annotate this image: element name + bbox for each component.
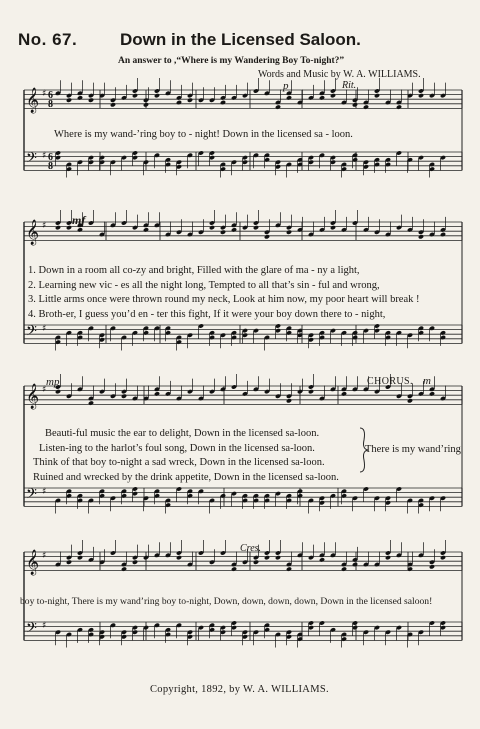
note-head [231, 566, 237, 571]
note-head [77, 227, 83, 232]
note-head [286, 95, 292, 100]
time-signature-bottom: 8 [48, 161, 53, 172]
note-head [352, 562, 358, 567]
note-head [220, 100, 226, 105]
note-head [154, 93, 160, 98]
note-head [176, 555, 182, 560]
dynamic-mezzo-forte: mf [72, 213, 86, 227]
sharp-icon: ♯ [42, 385, 47, 395]
bass-clef-icon: 𝄢 [26, 486, 37, 506]
note-head [264, 234, 270, 239]
chorus-dynamic: m [423, 375, 431, 387]
note-head [110, 102, 116, 107]
dynamic-piano: p [283, 80, 289, 92]
bass-clef-icon: 𝄢 [26, 323, 37, 343]
note-head [55, 225, 61, 230]
note-head [143, 227, 149, 232]
note-head [363, 104, 369, 109]
verse-line-4: 4. Broth-er, I guess you’d en - ter this fight, If it were your boy down there to - night, [28, 309, 386, 320]
treble-clef-icon: 𝄞 [26, 88, 40, 113]
note-head [308, 389, 314, 394]
note-head [132, 93, 138, 98]
note-head [209, 225, 215, 230]
chorus-verse-1: Beauti-ful music the ear to delight, Down in the licensed sa-loon. [45, 428, 320, 439]
note-head [407, 398, 413, 403]
copyright-notice: Copyright, 1892, by W. A. WILLIAMS. [150, 684, 329, 695]
note-head [396, 104, 402, 109]
note-head [253, 560, 259, 565]
note-head [88, 98, 94, 103]
verse-line-1: 1. Down in a room all co-zy and bright, Filled with the glare of ma - ny a light, [28, 265, 360, 276]
note-head [121, 394, 127, 399]
note-head [220, 230, 226, 235]
note-head [429, 391, 435, 396]
note-head [132, 560, 138, 565]
hymn-number: No. 67. [18, 30, 78, 49]
sharp-icon: ♯ [42, 89, 47, 99]
sharp-icon: ♯ [42, 151, 47, 161]
treble-clef-icon: 𝄞 [26, 220, 40, 245]
time-signature-top: 6 [48, 152, 53, 163]
note-head [77, 95, 83, 100]
note-head [286, 566, 292, 571]
note-head [143, 102, 149, 107]
note-head [429, 564, 435, 569]
chorus-verse-2: Listen-ing to the harlot’s foul song, Down in the licensed sa-loon. [39, 443, 315, 454]
note-head [275, 555, 281, 560]
hymn-subtitle: An answer to ,“Where is my Wandering Boy To-night?” [118, 56, 345, 66]
note-head [286, 230, 292, 235]
treble-clef-icon: 𝄞 [26, 550, 40, 575]
note-head [341, 566, 347, 571]
chorus-verse-3: Think of that boy to-night a sad wreck, Down in the licensed sa-loon. [33, 457, 325, 468]
dynamic-mezzo-piano: mp [46, 376, 60, 388]
note-head [440, 555, 446, 560]
sharp-icon: ♯ [42, 551, 47, 561]
note-head [330, 225, 336, 230]
sharp-icon: ♯ [42, 621, 47, 631]
note-head [253, 225, 259, 230]
note-head [121, 566, 127, 571]
bass-clef-icon: 𝄢 [26, 150, 37, 170]
treble-clef-icon: 𝄞 [26, 384, 40, 409]
note-head [176, 100, 182, 105]
time-signature-bottom: 8 [48, 99, 53, 110]
verse-line-2: 2. Learning new vic - es all the night long, Tempted to all that’s sin - ful and wrong, [28, 280, 380, 291]
note-head [374, 93, 380, 98]
time-signature-top: 6 [48, 90, 53, 101]
note-head [88, 400, 94, 405]
note-head [55, 389, 61, 394]
note-head [154, 391, 160, 396]
composer-credit: Words and Music by W. A. WILLIAMS. [258, 69, 421, 80]
note-head [418, 93, 424, 98]
crescendo-mark: Cres. [240, 543, 262, 554]
bass-clef-icon: 𝄢 [26, 620, 37, 640]
note-head [77, 555, 83, 560]
sharp-icon: ♯ [42, 221, 47, 231]
chorus-label: CHORUS. [367, 376, 413, 387]
verse-line-3: 3. Little arms once were thrown round my neck, Look at him now, my poor heart will break ! [28, 294, 420, 305]
note-head [319, 557, 325, 562]
note-head [231, 227, 237, 232]
system1-lyric: Where is my wand-’ring boy to - night! Down in the licensed sa - loon. [54, 129, 353, 140]
sharp-icon: ♯ [42, 324, 47, 334]
note-head [187, 98, 193, 103]
note-head [319, 95, 325, 100]
note-head [286, 398, 292, 403]
ritardando-mark: Rit. [342, 80, 357, 91]
sharp-icon: ♯ [42, 487, 47, 497]
note-head [418, 234, 424, 239]
chorus-verse-4: Ruined and wrecked by the drink appetite, Down in the licensed sa-loon. [33, 472, 339, 483]
note-head [440, 232, 446, 237]
note-head [330, 93, 336, 98]
note-head [352, 102, 358, 107]
note-head [66, 560, 72, 565]
system4-lyric: boy to-night, There is my wand’ring boy to-night, Down, down, down, down, Down in the licensed saloon! [20, 596, 433, 607]
refrain-text: There is my wand’ring [365, 444, 461, 455]
note-head [264, 555, 270, 560]
hymn-title: Down in the Licensed Saloon. [120, 30, 361, 49]
note-head [341, 391, 347, 396]
note-head [385, 555, 391, 560]
note-head [66, 98, 72, 103]
note-head [275, 104, 281, 109]
